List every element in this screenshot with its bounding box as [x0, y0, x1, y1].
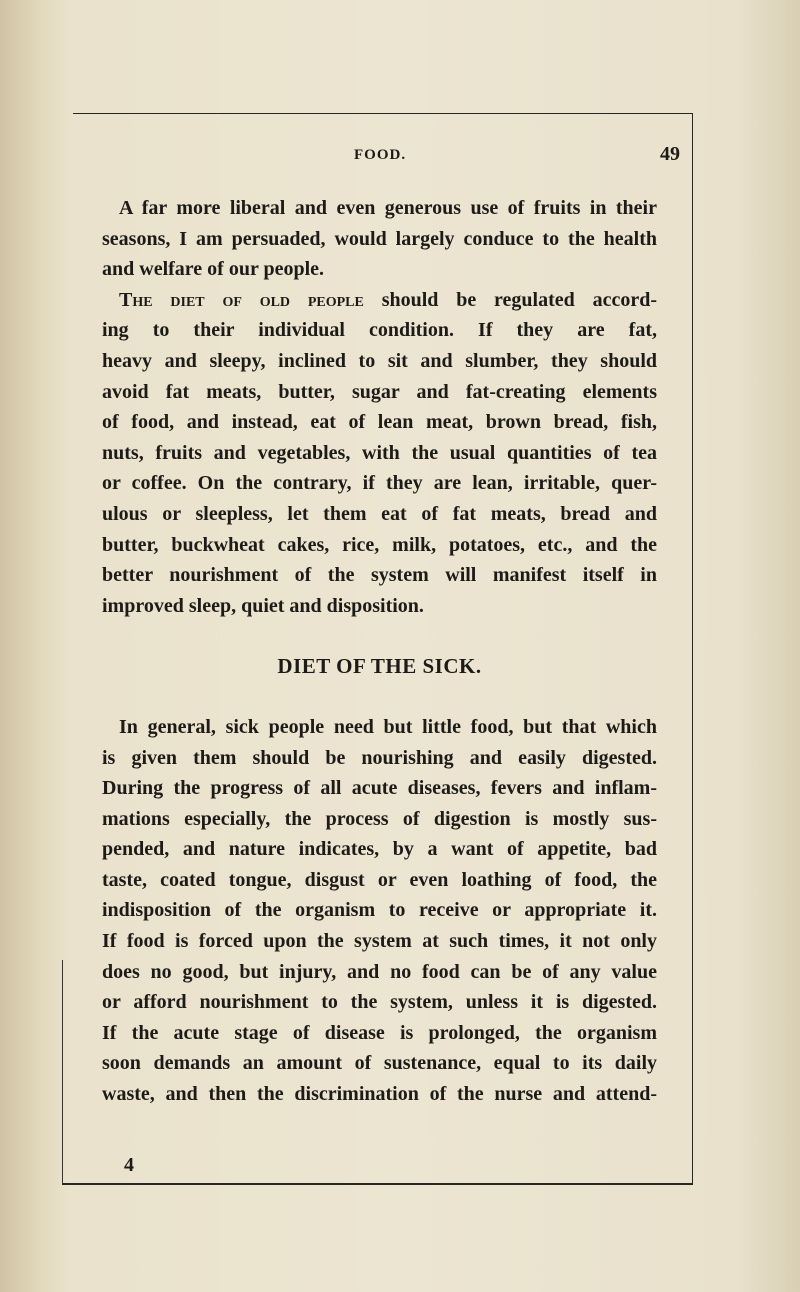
- page-number: 49: [660, 143, 680, 165]
- text-line: ulous or sleepless, let them eat of fat meats, bread and: [102, 502, 657, 525]
- text-line: mations especially, the process of digestion is mostly sus-: [102, 807, 657, 830]
- text-line: [102, 285, 657, 316]
- signature-mark: 4: [124, 1154, 134, 1176]
- page-frame-left-rule: [62, 960, 63, 1184]
- paragraph-sick: [102, 712, 657, 1110]
- page-frame-right-rule: [692, 113, 693, 1185]
- small-caps-lead: The diet of old people: [119, 288, 364, 311]
- page-frame-top-rule: [73, 113, 693, 114]
- text-line: butter, buckwheat cakes, rice, milk, potatoes, etc., and the: [102, 533, 657, 556]
- text-line: does no good, but injury, and no food can be of any value: [102, 960, 657, 983]
- running-title: FOOD.: [354, 147, 407, 163]
- text-line: pended, and nature indicates, by a want of appetite, bad: [102, 838, 657, 861]
- text-line: A far more liberal and even generous use of fruits in their: [119, 197, 657, 219]
- running-head: [100, 143, 680, 173]
- text-line: ing to their individual condition. If they are fat,: [102, 319, 657, 342]
- lead-line-rest: should be regulated accord-: [363, 288, 658, 311]
- text-line: avoid fat meats, butter, sugar and fat-creating elements: [102, 380, 657, 403]
- text-line: and welfare of our people.: [102, 258, 325, 281]
- section-heading: DIET OF THE SICK.: [277, 654, 482, 679]
- text-line: taste, coated tongue, disgust or even loathing of food, the: [102, 868, 657, 891]
- text-line: If food is forced upon the system at such times, it not only: [102, 930, 657, 953]
- text-line: waste, and then the discrimination of the nurse and attend-: [102, 1083, 657, 1106]
- text-line: seasons, I am persuaded, would largely conduce to the health: [102, 227, 657, 250]
- page-body: [102, 193, 657, 1110]
- text-line: improved sleep, quiet and disposition.: [102, 594, 424, 617]
- text-line: is given them should be nourishing and easily digested.: [102, 746, 657, 769]
- text-line: or coffee. On the contrary, if they are lean, irritable, quer-: [102, 472, 657, 495]
- page-frame-bottom-rule: [62, 1183, 693, 1185]
- text-line: of food, and instead, eat of lean meat, brown bread, fish,: [102, 411, 657, 434]
- paragraph-old-people: [102, 285, 657, 622]
- text-line: If the acute stage of disease is prolonged, the organism: [102, 1021, 657, 1044]
- text-line: or afford nourishment to the system, unless it is digested.: [102, 991, 657, 1014]
- text-line: soon demands an amount of sustenance, equal to its daily: [102, 1052, 657, 1075]
- text-line: In general, sick people need but little food, but that which: [119, 715, 657, 738]
- text-line: nuts, fruits and vegetables, with the usual quantities of tea: [102, 441, 657, 464]
- text-line: better nourishment of the system will manifest itself in: [102, 564, 657, 587]
- text-line: During the progress of all acute diseases, fevers and inflam-: [102, 777, 657, 800]
- text-line: heavy and sleepy, inclined to sit and slumber, they should: [102, 349, 657, 372]
- paragraph-fruits: [102, 193, 657, 285]
- text-line: indisposition of the organism to receive or appropriate it.: [102, 899, 657, 922]
